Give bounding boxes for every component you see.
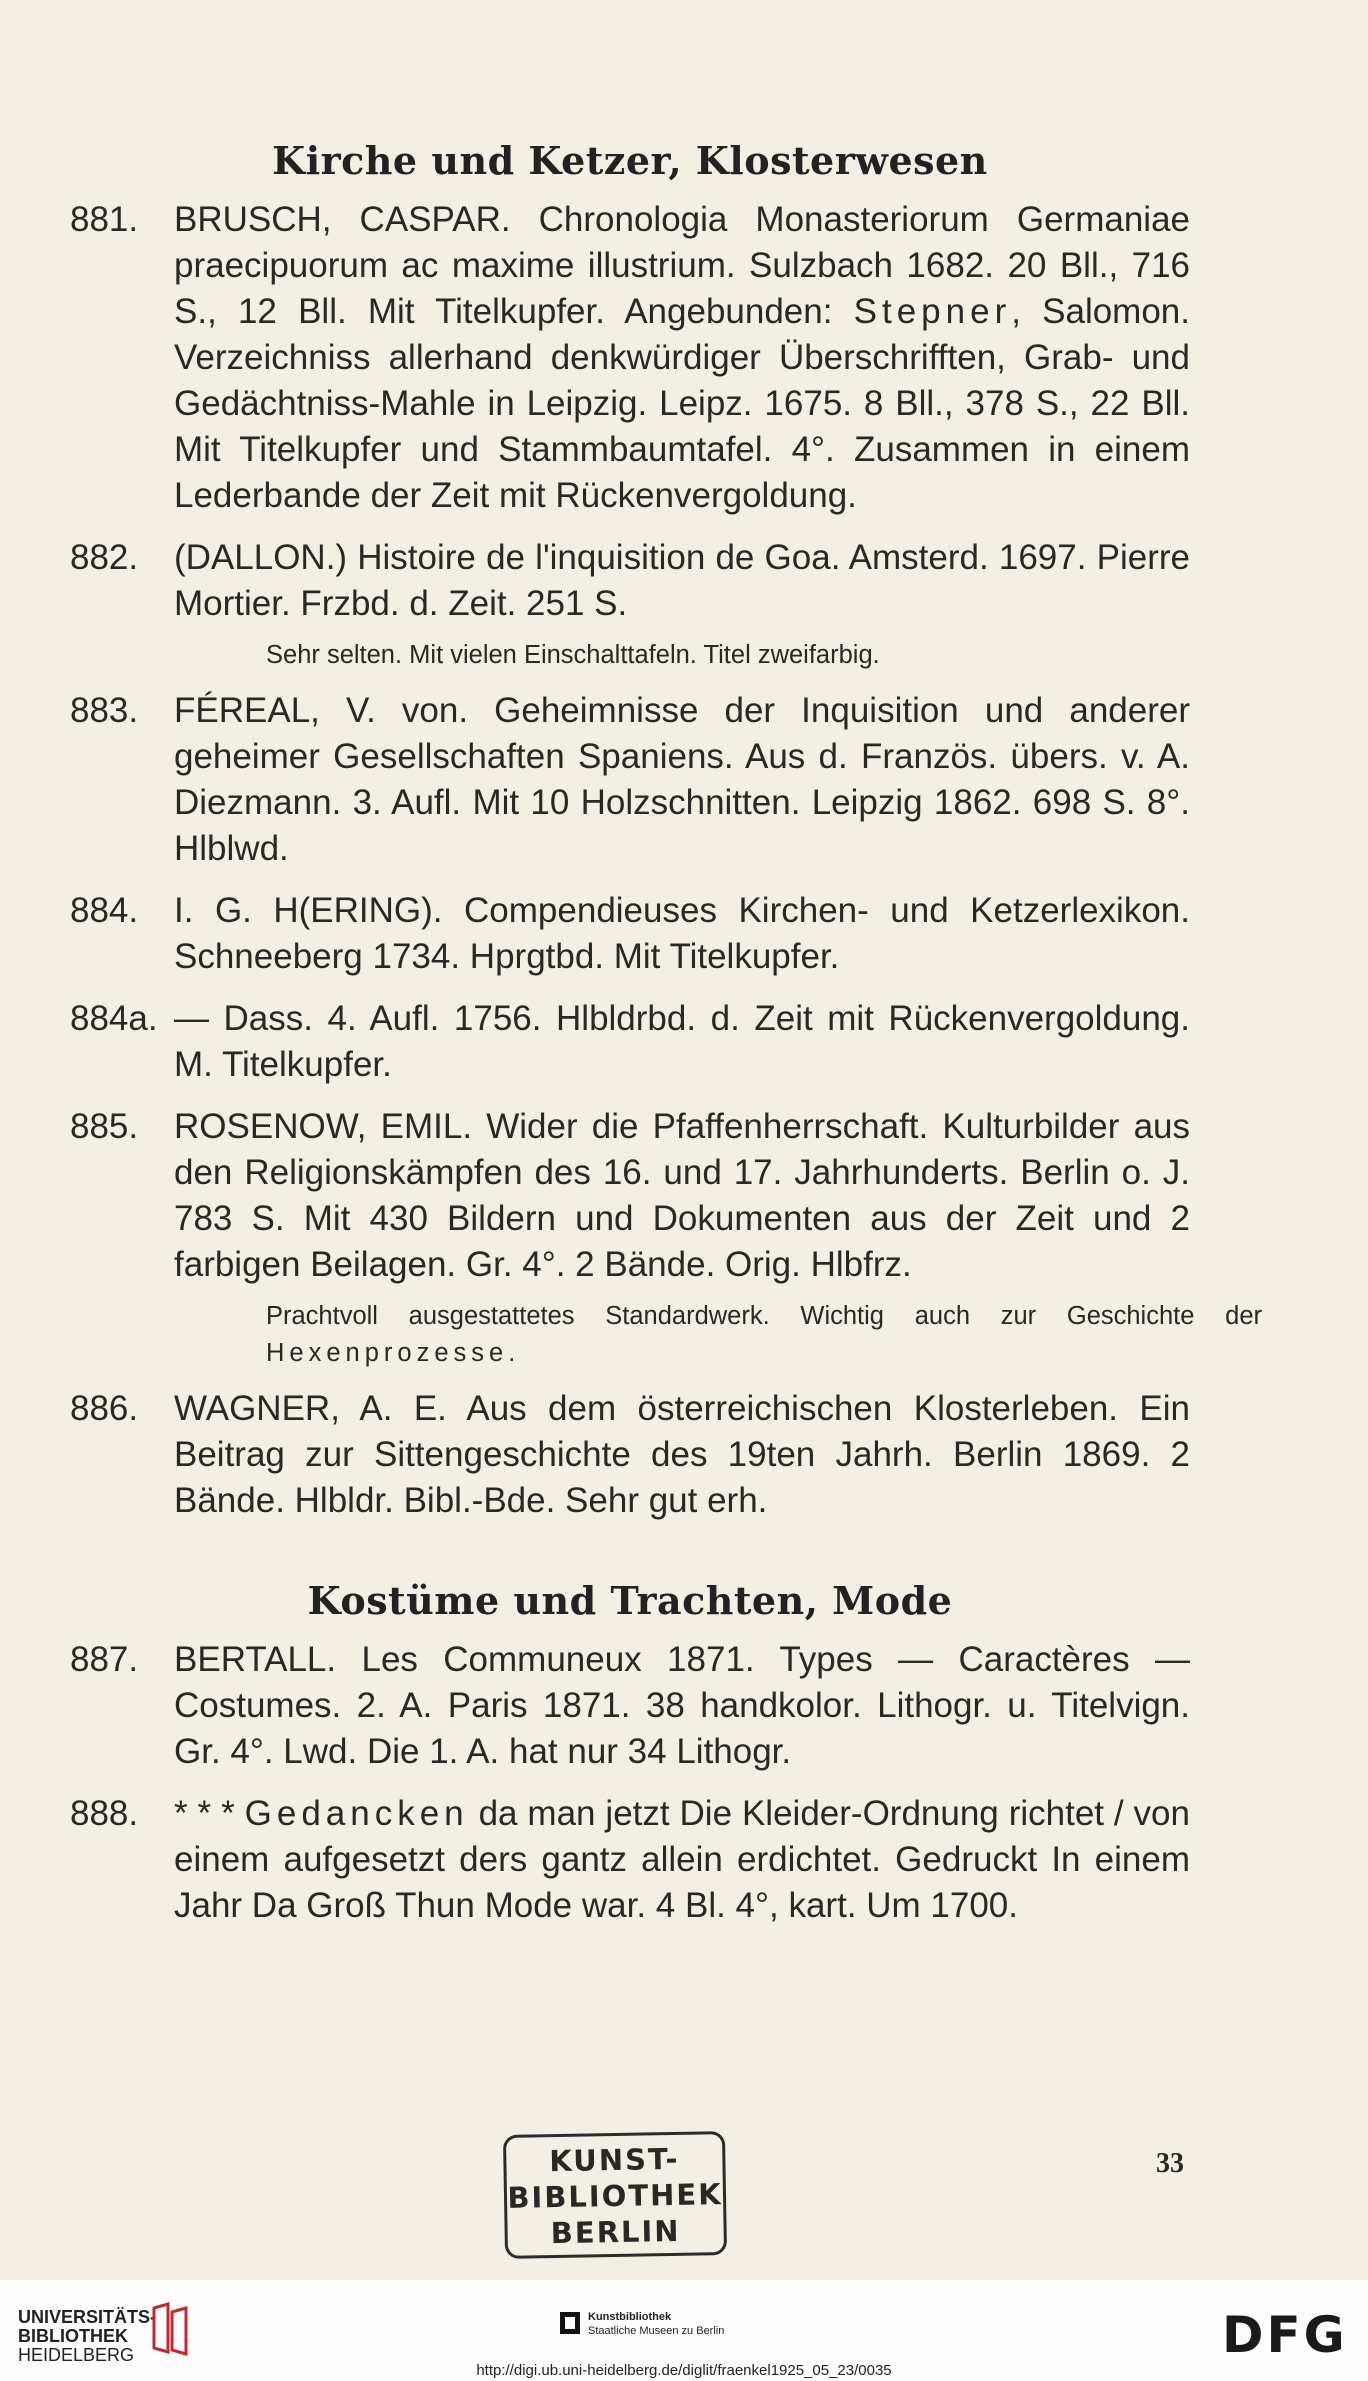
uni-logo-line: UNIVERSITÄTS- <box>18 2307 157 2327</box>
entry-number: 883. <box>70 691 139 730</box>
library-stamp <box>503 2131 727 2259</box>
entry-number: 881. <box>70 200 139 239</box>
spaced-title: Gedancken <box>244 1794 469 1833</box>
university-emblem-icon <box>150 2302 190 2356</box>
section-title-kostueme: Kostüme und Trachten, Mode <box>307 1578 953 1623</box>
entry-text <box>174 1791 1190 1929</box>
entry-text: I. G. H(ERING). Compendieuses Kirchen- und Ketzerlexikon. Schneeberg 1734. Hprgtbd. Mit Titelkupfer. <box>174 891 1190 976</box>
uni-logo-line: BIBLIOTHEK <box>18 2326 128 2346</box>
kunstbibliothek-logo-icon <box>560 2312 580 2334</box>
digitization-footer <box>0 2280 1368 2381</box>
uni-logo-line: HEIDELBERG <box>18 2345 135 2365</box>
entry-number: 885. <box>70 1107 139 1146</box>
stamp-line: BERLIN <box>550 2213 681 2251</box>
section-title-kirche: Kirche und Ketzer, Klosterwesen <box>272 138 988 183</box>
catalog-entry-883 <box>70 688 1190 872</box>
catalog-entry-882 <box>70 535 1190 627</box>
entry-text: (DALLON.) Histoire de l'inquisition de Goa. Amsterd. 1697. Pierre Mortier. Frzbd. d. Zeit. 251 S. <box>174 538 1190 623</box>
entry-number: 884. <box>70 891 139 930</box>
catalog-entry-884a <box>70 996 1190 1088</box>
source-url[interactable]: http://digi.ub.uni-heidelberg.de/diglit/fraenkel1925_05_23/0035 <box>476 2362 892 2379</box>
entry-text-part: * * * <box>174 1794 245 1833</box>
note-text-part: . <box>508 1339 516 1367</box>
catalog-entry-885 <box>70 1104 1190 1288</box>
stamp-line: KUNST- <box>548 2141 680 2179</box>
university-library-logo <box>18 2308 156 2365</box>
kb-line: Kunstbibliothek <box>588 2311 672 2323</box>
spaced-name: Stepner <box>853 292 1012 331</box>
entry-note-882: Sehr selten. Mit vielen Einschalttafeln. Titel zweifarbig. <box>266 641 880 669</box>
entry-number: 886. <box>70 1389 139 1428</box>
entry-text: BERTALL. Les Communeux 1871. Types — Caractères — Costumes. 2. A. Paris 1871. 38 handkolor. Lithogr. u. Titelvign. Gr. 4°. Lwd. Die 1. A. hat nur 34 Lithogr. <box>174 1640 1190 1771</box>
entry-number: 882. <box>70 538 139 577</box>
page-number: 33 <box>1156 2148 1184 2179</box>
entry-number: 887. <box>70 1640 139 1679</box>
entry-text-part: da man jetzt Die Kleider-Ordnung richtet / von einem aufgesetzt ders gantz allein erdichtet. Gedruckt In einem Jahr Da Groß Thun Mode war. 4 Bl. 4°, kart. Um 1700. <box>174 1794 1190 1925</box>
entry-text: WAGNER, A. E. Aus dem österreichischen Klosterleben. Ein Beitrag zur Sittengeschichte des 19ten Jahrh. Berlin 1869. 2 Bände. Hlbldr. Bibl.-Bde. Sehr gut erh. <box>174 1389 1190 1520</box>
entry-text: — Dass. 4. Aufl. 1756. Hlbldrbd. d. Zeit mit Rückenvergoldung. M. Titelkupfer. <box>174 999 1190 1084</box>
entry-note-885 <box>266 1298 1262 1372</box>
entry-text: FÉREAL, V. von. Geheimnisse der Inquisition und anderer geheimer Gesellschaften Spaniens. Aus d. Französ. übers. v. A. Diezmann. 3. Aufl. Mit 10 Holzschnitten. Leipzig 1862. 698 S. 8°. Hlblwd. <box>174 691 1190 868</box>
catalog-entry-886 <box>70 1386 1190 1524</box>
catalog-entry-884 <box>70 888 1190 980</box>
catalog-entry-887 <box>70 1637 1190 1775</box>
stamp-line: BIBLIOTHEK <box>507 2177 723 2215</box>
entry-text-part: , Salomon. Verzeichniss allerhand denkwürdiger Überschrifften, Grab- und Gedächtniss-Mahle in Leipzig. Leipz. 1675. 8 Bll., 378 S., 22 Bll. Mit Titelkupfer und Stammbaumtafel. 4°. Zusammen in einem Lederbande der Zeit mit Rückenvergoldung. <box>174 292 1190 515</box>
entry-text-part: BRUSCH, CASPAR. Chronologia Monasteriorum Germaniae praecipuorum ac maxime illustrium. Sulzbach 1682. 20 Bll., 716 S., 12 Bll. Mit Titelkupfer. Angebunden: <box>174 200 1190 331</box>
catalog-content <box>70 138 1262 1945</box>
entry-text: ROSENOW, EMIL. Wider die Pfaffenherrschaft. Kulturbilder aus den Religionskämpfen des 16. und 17. Jahrhunderts. Berlin o. J. 783 S. Mit 430 Bildern und Dokumenten aus der Zeit und 2 farbigen Beilagen. Gr. 4°. 2 Bände. Orig. Hlbfrz. <box>174 1107 1190 1284</box>
entry-text <box>174 197 1190 519</box>
catalog-entry-881 <box>70 197 1190 519</box>
kunstbibliothek-label <box>588 2310 724 2338</box>
entry-number: 888. <box>70 1794 139 1833</box>
entry-number: 884a. <box>70 999 158 1038</box>
kb-line: Staatliche Museen zu Berlin <box>588 2325 725 2337</box>
note-text-part: Prachtvoll ausgestattetes Standardwerk. Wichtig auch zur Geschichte der <box>266 1302 1262 1330</box>
catalog-entry-888 <box>70 1791 1190 1929</box>
spaced-word: Hexenprozesse <box>266 1339 509 1367</box>
dfg-logo: DFG <box>1222 2306 1348 2364</box>
